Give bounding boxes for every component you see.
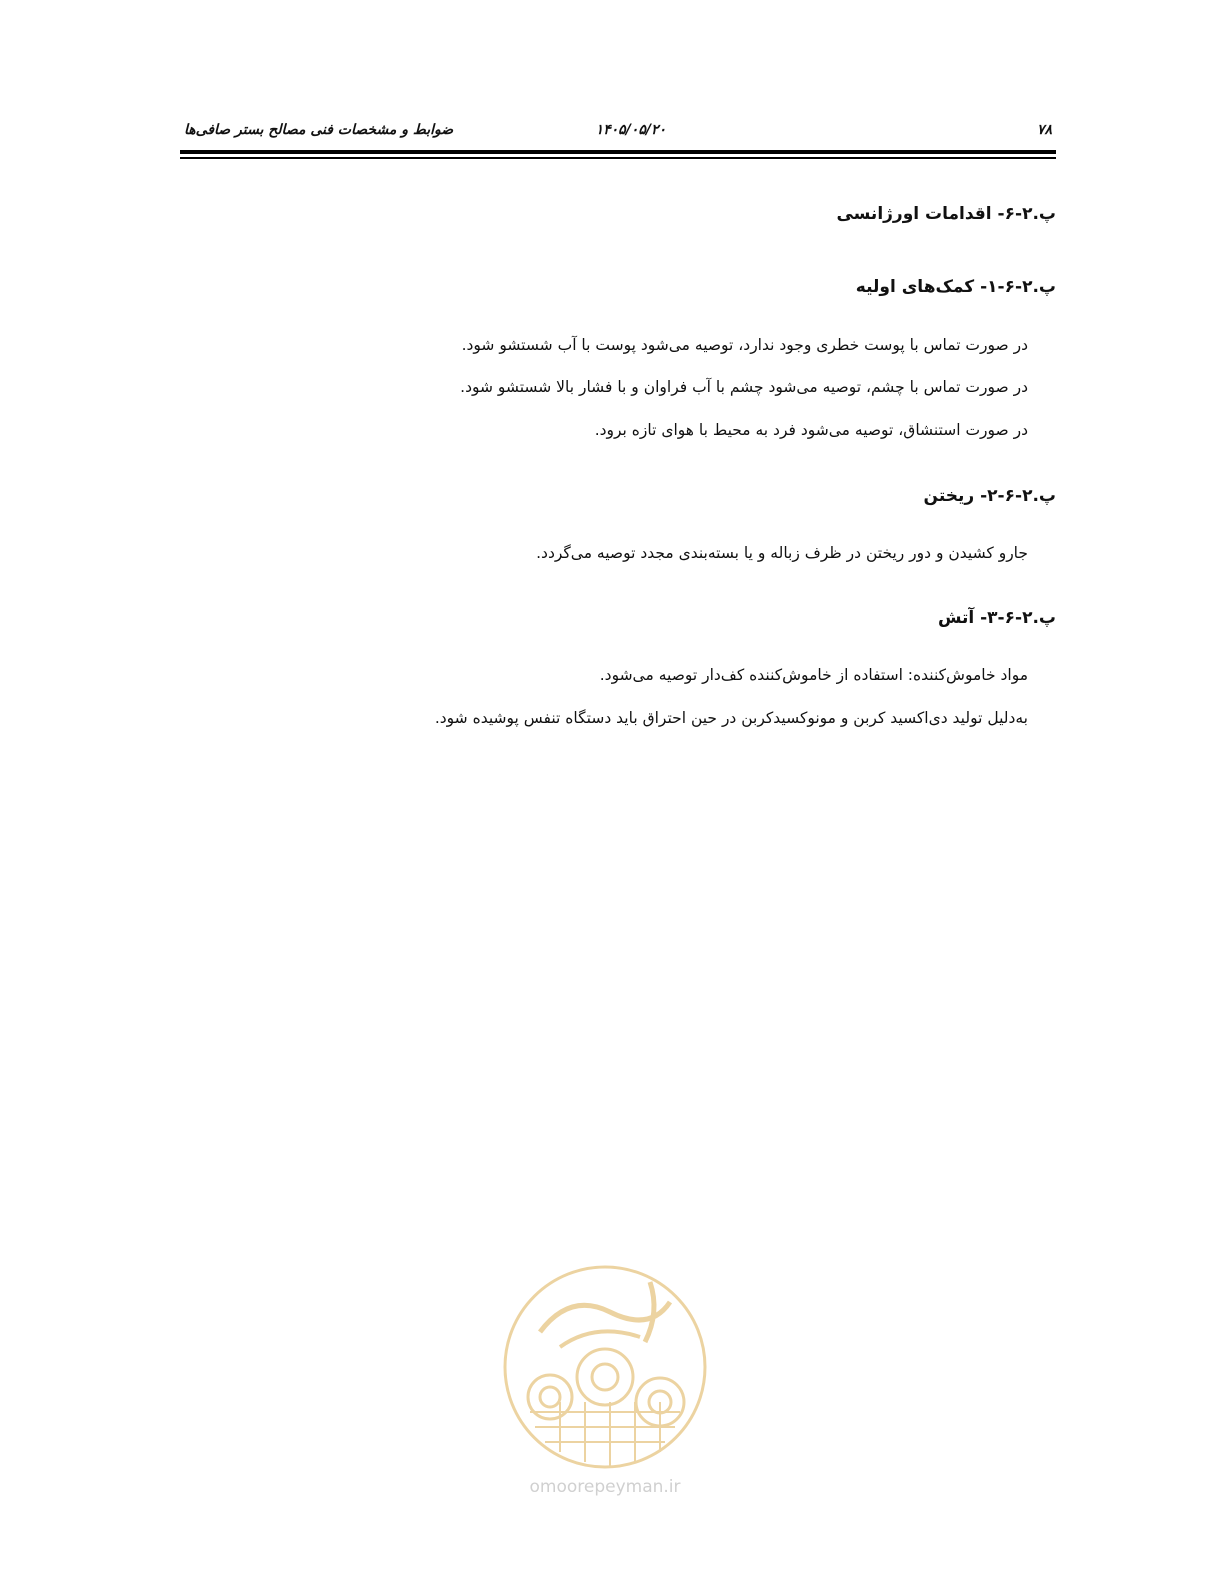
spill-line-1: جارو کشیدن و دور ریختن در ظرف زباله و یا بسته‌بندی مجدد توصیه می‌گردد. — [536, 544, 1028, 562]
header-date: ۱۴۰۵/۰۵/۲۰ — [595, 122, 666, 138]
first-aid-heading: پ.۲-۶-۱- کمک‌های اولیه — [855, 277, 1056, 297]
first-aid-line-1: در صورت تماس با پوست خطری وجود ندارد، توصیه می‌شود پوست با آب شستشو شود. — [461, 336, 1028, 354]
page-header — [180, 120, 1056, 144]
page-number: ۷۸ — [1036, 122, 1052, 138]
watermark-url: omoorepeyman.ir — [529, 1477, 681, 1497]
header-rule-thick — [180, 150, 1056, 154]
watermark-emblem-icon — [500, 1262, 710, 1502]
header-rule-thin — [180, 157, 1056, 159]
fire-line-1: مواد خاموش‌کننده: استفاده از خاموش‌کننده کف‌دار توصیه می‌شود. — [599, 666, 1028, 684]
first-aid-line-2: در صورت تماس با چشم، توصیه می‌شود چشم با آب فراوان و با فشار بالا شستشو شود. — [460, 378, 1028, 396]
spill-heading: پ.۲-۶-۲- ریختن — [923, 486, 1056, 506]
fire-line-2: به‌دلیل تولید دی‌اکسید کربن و مونوکسیدکربن در حین احتراق باید دستگاه تنفس پوشیده شود. — [434, 709, 1028, 727]
fire-heading: پ.۲-۶-۳- آتش — [937, 608, 1056, 628]
watermark-logo — [500, 1262, 710, 1502]
first-aid-line-3: در صورت استنشاق، توصیه می‌شود فرد به محیط با هوای تازه برود. — [594, 421, 1028, 439]
header-title: ضوابط و مشخصات فنی مصالح بستر صافی‌ها — [184, 122, 454, 138]
main-heading: پ.۲-۶- اقدامات اورژانسی — [836, 204, 1056, 224]
